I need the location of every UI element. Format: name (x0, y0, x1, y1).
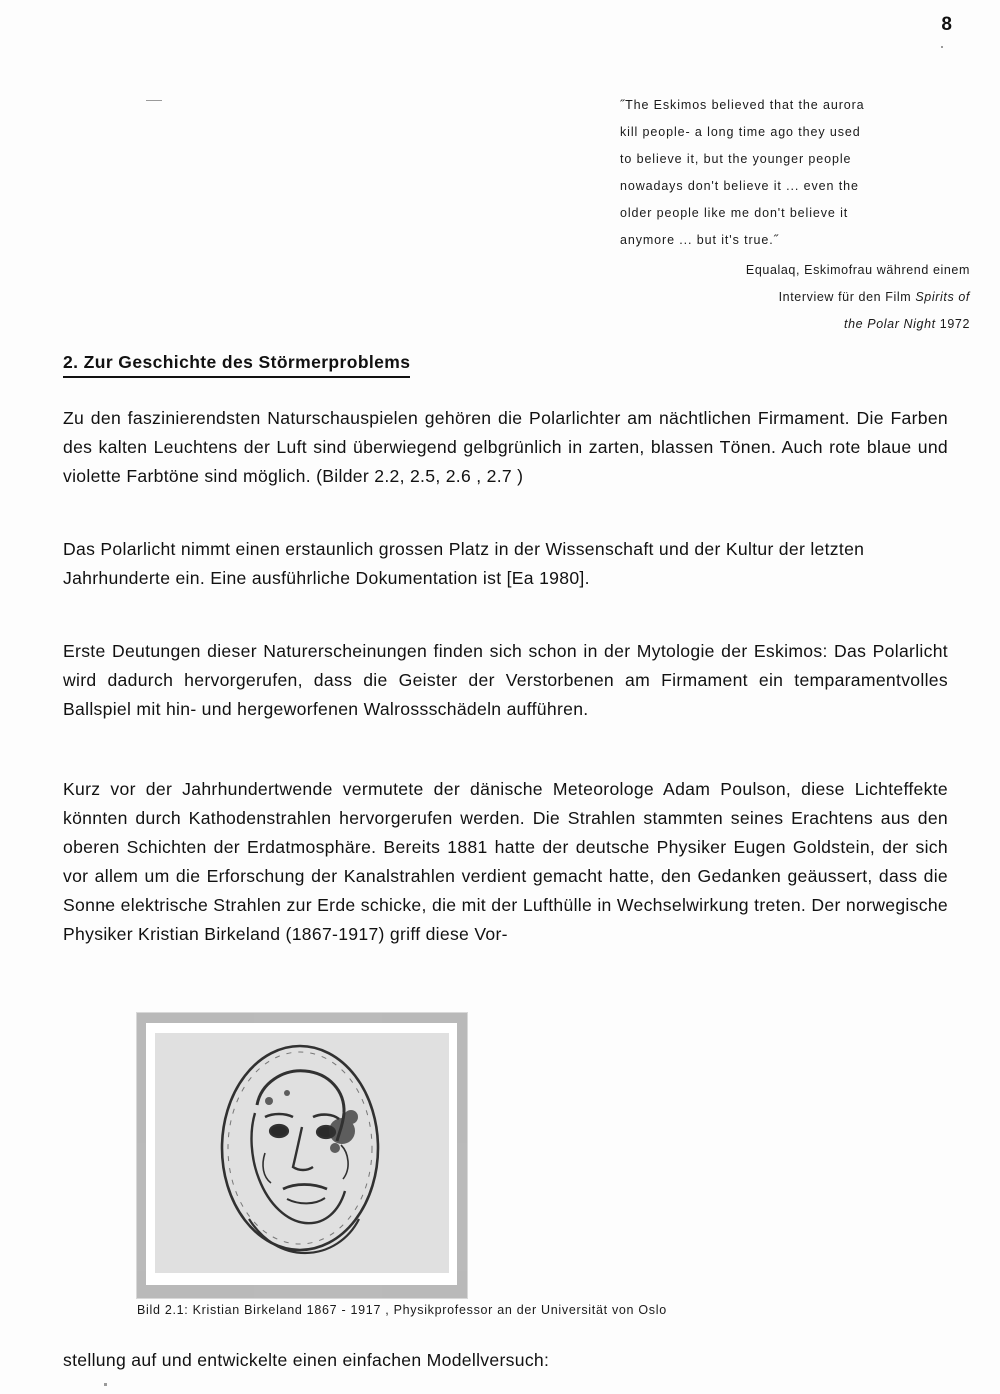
portrait-photograph-kristian-birkeland (137, 1013, 467, 1298)
epigraph-line: kill people- a long time ago they used (620, 125, 861, 139)
attribution-line-3 (620, 311, 970, 338)
margin-tick-left-upper (146, 100, 162, 101)
epigraph-line: nowadays don't believe it ... even the (620, 179, 859, 193)
section-heading: 2. Zur Geschichte des Störmerproblems (63, 352, 410, 378)
epigraph-line: anymore ... but it's true.˝ (620, 233, 779, 247)
paragraph-2: Das Polarlicht nimmt einen erstaunlich grossen Platz in der Wissenschaft und der Kultur der letzten Jahrhunderte ein. Eine ausführliche Dokumentation ist [Ea 1980]. (63, 539, 865, 588)
paragraph-closing: stellung auf und entwickelte einen einfachen Modellversuch: (63, 1350, 550, 1370)
attribution-line-1: Equalaq, Eskimofrau während einem (745, 263, 970, 277)
epigraph-line: ˝The Eskimos believed that the aurora (620, 98, 865, 112)
epigraph-line: to believe it, but the younger people (620, 152, 852, 166)
epigraph-attribution (620, 257, 970, 338)
attribution-line-2 (620, 284, 970, 311)
margin-tick-top-right (941, 46, 943, 48)
attribution-line-2-text: Interview für den Film (778, 290, 916, 304)
margin-tick-left-lower (104, 1383, 107, 1386)
film-title-part-1: Spirits of (915, 290, 970, 304)
film-year: 1972 (935, 317, 970, 331)
figure-caption: Bild 2.1: Kristian Birkeland 1867 - 1917 , Physikprofessor an der Universität von Oslo (137, 1303, 667, 1317)
epigraph-line: older people like me don't believe it (620, 206, 849, 220)
page-number: 8 (941, 14, 952, 35)
paragraph-1: Zu den faszinierendsten Naturschauspielen gehören die Polarlichter am nächtlichen Firmament. Die Farben des kalten Leuchtens der Luft sind überwiegend gelbgrünlich in zarten, blassen Tönen. Auch rote blaue und violette Farbtöne sind möglich. (Bilder 2.2, 2.5, 2.6 , 2.7 ) (63, 408, 948, 486)
epigraph-quote (620, 92, 970, 338)
paragraph-3: Erste Deutungen dieser Naturerscheinungen finden sich schon in der Mytologie der Eskimos: Das Polarlicht wird dadurch hervorgerufen, dass die Geister der Verstorbenen am Firmament ein temparamentvolles Ballspiel mit hin- und hergeworfenen Walrossschädeln aufführen. (63, 641, 948, 719)
paragraph-4: Kurz vor der Jahrhundertwende vermutete der dänische Meteorologe Adam Poulson, diese Lichteffekte könnten durch Kathodenstrahlen hervorgerufen werden. Die Strahlen stammten seines Erachtens aus den oberen Schichten der Erdatmosphäre. Bereits 1881 hatte der deutsche Physiker Eugen Goldstein, der sich vor allem um die Erforschung der Kanalstrahlen verdient gemacht hatte, den Gedanken geäussert, dass die Sonne elektrische Strahlen zur Erde schicke, die mit der Lufthülle in Wechselwirkung treten. Der norwegische Physiker Kristian Birkeland (1867-1917) griff diese Vor- (63, 779, 948, 944)
figure-portrait-birkeland (136, 1012, 468, 1299)
film-title-part-2: the Polar Night (844, 317, 936, 331)
